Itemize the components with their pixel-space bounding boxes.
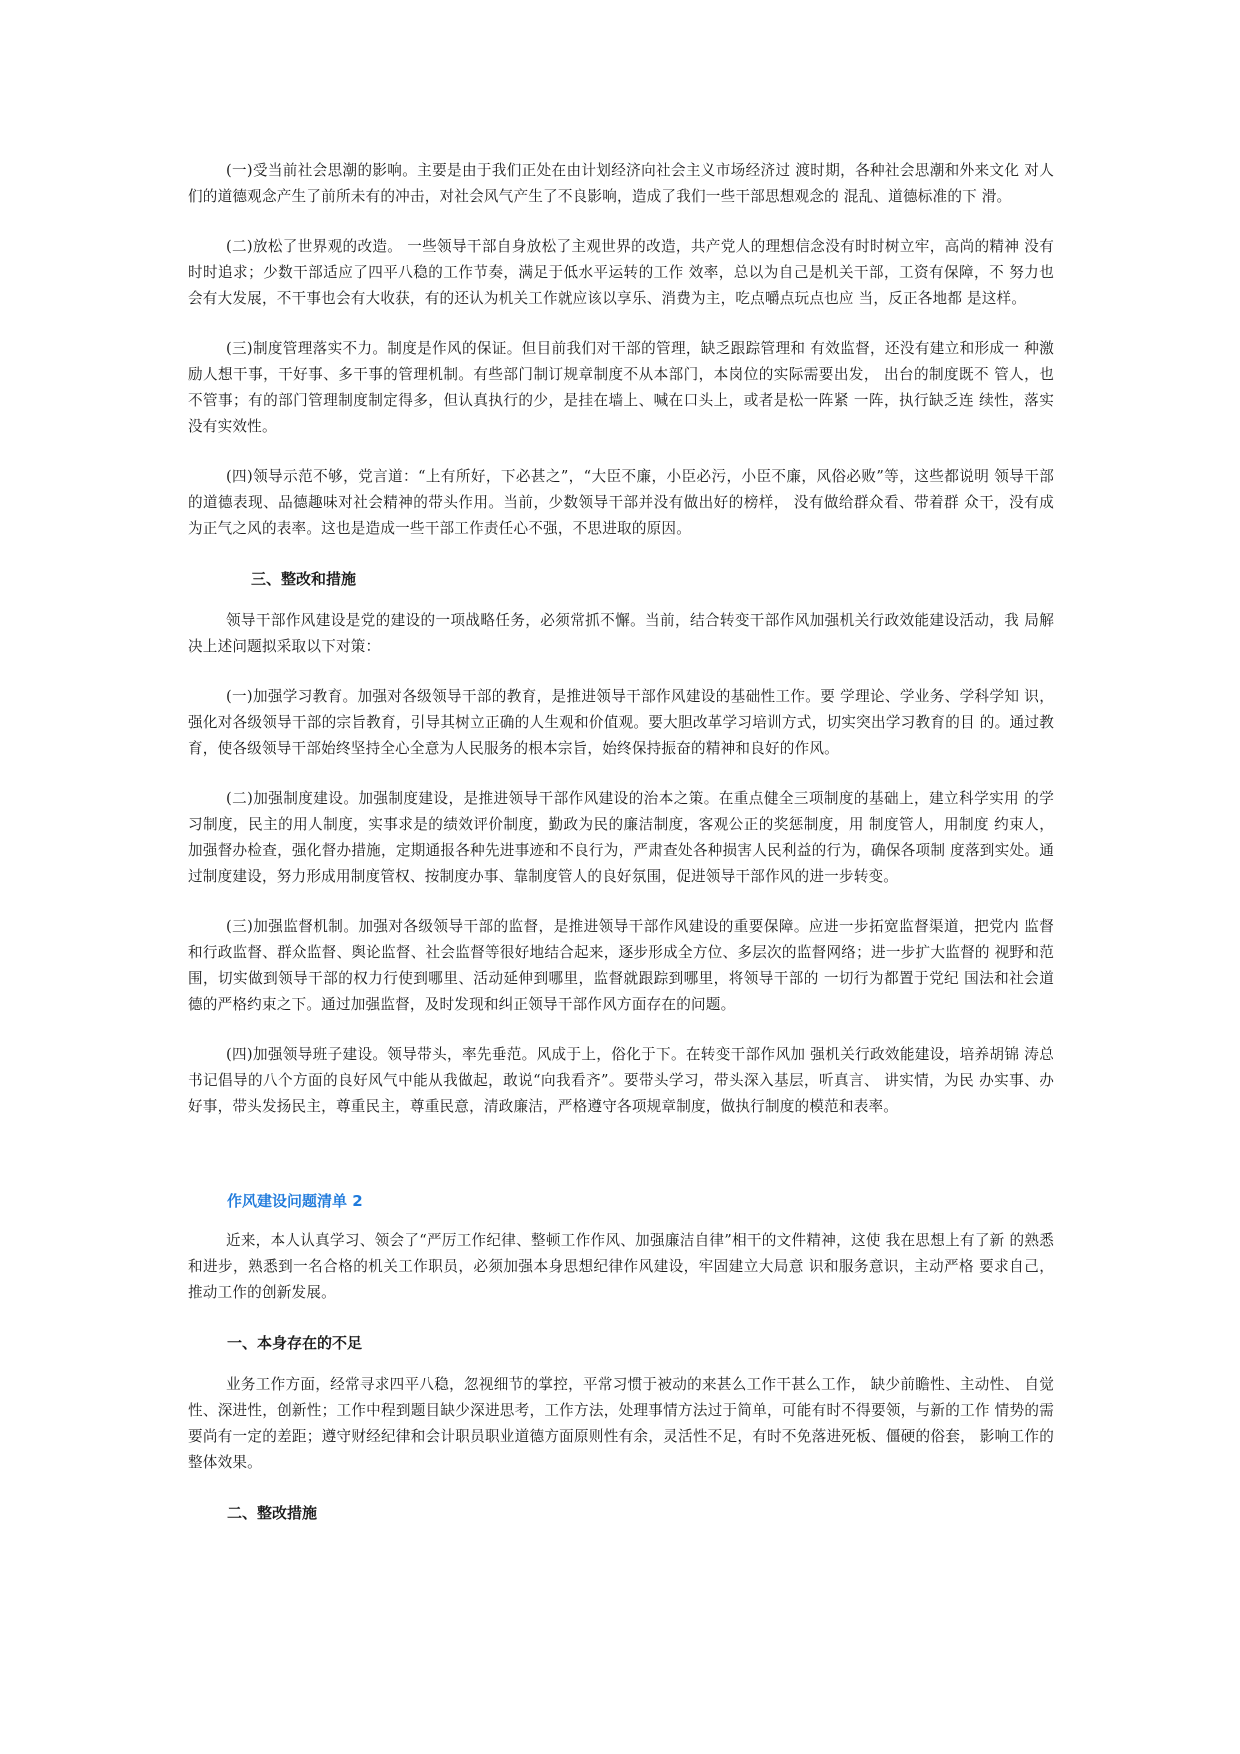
paragraph-system-management: (三)制度管理落实不力。制度是作风的保证。但目前我们对干部的管理，缺乏跟踪管理和 有效监督，还没有建立和形成一 种激励人想干事，干好事、多干事的管理机制。有些部门制订规章制度不从本部门，本岗位的实际需要出发， 出台的制度既不 管人，也不管事；有的部门管理制度制定得多，但认真执行的少，是挂在墙上、喊在口头上，或者是松一阵紧 一阵，执行缺乏连 续性，落实没有实效性。 bbox=[188, 340, 1054, 435]
paragraph-worldview: (二)放松了世界观的改造。 一些领导干部自身放松了主观世界的改造，共产党人的理想信念没有时时树立牢，高尚的精神 没有时时追求；少数干部适应了四平八稳的工作节奏，满足于低水平运转的工作 效率，总以为自己是机关干部，工资有保障，不 努力也会有大发展，不干事也会有大收获，有的还认为机关工作就应该以享乐、消费为主，吃点嚼点玩点也应 当，反正各地都 是这样。 bbox=[188, 238, 1054, 307]
paragraph-measure-system: (二)加强制度建设。加强制度建设，是推进领导干部作风建设的治本之策。在重点健全三项制度的基础上，建立科学实用 的学习制度，民主的用人制度，实事求是的绩效评价制度，勤政为民的廉洁制度，客观公正的奖惩制度，用 制度管人，用制度 约束人，加强督办检查，强化督办措施，定期通报各种先进事迹和不良行为，严肃查处各种损害人民利益的行为，确保各项制 度落到实处。通过制度建设，努力形成用制度管权、按制度办事、靠制度管人的良好氛围，促进领导干部作风的进一步转变。 bbox=[188, 790, 1054, 885]
paragraph-social-trends: (一)受当前社会思潮的影响。主要是由于我们正处在由计划经济向社会主义市场经济过 渡时期，各种社会思潮和外来文化 对人们的道德观念产生了前所未有的冲击，对社会风气产生了不良影响，造成了我们一些干部思想观念的 混乱、道德标准的下 滑。 bbox=[188, 162, 1054, 205]
section-heading-measures: 二、整改措施 bbox=[227, 1504, 318, 1522]
paragraph-leadership-example: (四)领导示范不够，党言道：“上有所好，下必甚之”，“大臣不廉，小臣必污，小臣不廉，风俗必败”等，这些都说明 领导干部的道德表现、品德趣味对社会精神的带头作用。当前，少数领导干部并没有做出好的榜样， 没有做给群众看、带着群 众干，没有成为正气之风的表率。这也是造成一些干部工作责任心不强，不思进取的原因。 bbox=[188, 468, 1054, 537]
paragraph-measure-leadership: (四)加强领导班子建设。领导带头，率先垂范。风成于上，俗化于下。在转变干部作风加 强机关行政效能建设，培养胡锦 涛总书记倡导的八个方面的良好风气中能从我做起，敢说“向我看齐”。要带头学习，带头深入基层，听真言、 讲实情，为民 办实事、办好事，带头发扬民主，尊重民主，尊重民意，清政廉洁，严格遵守各项规章制度，做执行制度的模范和表率。 bbox=[188, 1046, 1054, 1115]
paragraph-doc2-intro: 近来，本人认真学习、领会了“严厉工作纪律、整顿工作作风、加强廉洁自律”相干的文件精神，这使 我在思想上有了新 的熟悉和进步，熟悉到一名合格的机关工作职员，必须加强本身思想纪律作风建设，牢固建立大局意 识和服务意识，主动严格 要求自己，推动工作的创新发展。 bbox=[188, 1232, 1054, 1301]
paragraph-measure-education: (一)加强学习教育。加强对各级领导干部的教育，是推进领导干部作风建设的基础性工作。要 学理论、学业务、学科学知 识，强化对各级领导干部的宗旨教育，引导其树立正确的人生观和价值观。要大胆改革学习培训方式，切实突出学习教育的目 的。通过教育，使各级领导干部始终坚持全心全意为人民服务的根本宗旨，始终保持振奋的精神和良好的作风。 bbox=[188, 688, 1054, 757]
document-page bbox=[188, 158, 1054, 1542]
paragraph-measure-supervision: (三)加强监督机制。加强对各级领导干部的监督，是推进领导干部作风建设的重要保障。应进一步拓宽监督渠道，把党内 监督和行政监督、群众监督、舆论监督、社会监督等很好地结合起来，逐步形成全方位、多层次的监督网络；进一步扩大监督的 视野和范围，切实做到领导干部的权力行使到哪里、活动延伸到哪里，监督就跟踪到哪里，将领导干部的 一切行为都置于党纪 国法和社会道德的严格约束之下。通过加强监督，及时发现和纠正领导干部作风方面存在的问题。 bbox=[188, 918, 1054, 1013]
section-heading-rectification: 三、整改和措施 bbox=[251, 570, 357, 588]
paragraph-rectification-intro: 领导干部作风建设是党的建设的一项战略任务，必须常抓不懈。当前，结合转变干部作风加强机关行政效能建设活动，我 局解决上述问题拟采取以下对策： bbox=[188, 612, 1055, 655]
document-title-2: 作风建设问题清单 2 bbox=[227, 1192, 363, 1210]
section-heading-shortcomings: 一、本身存在的不足 bbox=[227, 1334, 363, 1352]
paragraph-shortcomings: 业务工作方面，经常寻求四平八稳，忽视细节的掌控，平常习惯于被动的来甚么工作干甚么工作， 缺少前瞻性、主动性、 自觉性、深进性，创新性；工作中程到题目缺少深进思考，工作方法，处理事情方法过于简单，可能有时不得要领，与新的工作 情势的需要尚有一定的差距；遵守财经纪律和会计职员职业道德方面原则性有余，灵活性不足，有时不免落进死板、僵硬的俗套， 影响工作的整体效果。 bbox=[188, 1376, 1054, 1471]
